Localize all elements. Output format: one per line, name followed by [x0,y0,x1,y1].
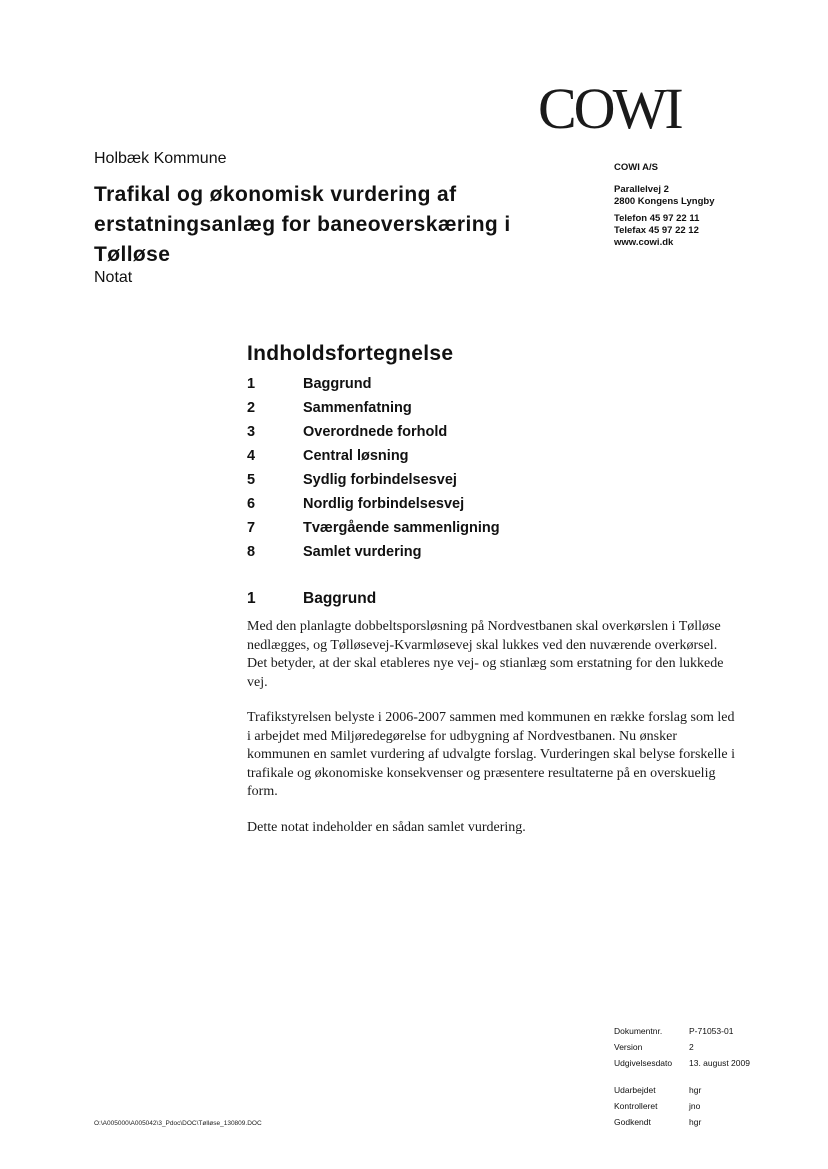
paragraph: Med den planlagte dobbeltsporsløsning på Nordvestbanen skal overkørslen i Tølløse nedlægges, og Tølløsevej-Kvarmløsevej skal lukkes ved den nuværende overkørsel. Det betyder, at der skal etableres nye vej- og stianlæg som erstatning for den lukkede vej. [247,619,724,690]
toc-item-label: Samlet vurdering [303,544,422,560]
company-street: Parallelvej 2 [614,184,669,195]
toc-item-number: 1 [247,376,256,392]
title-line: Tølløse [94,243,171,266]
toc-item [247,468,500,492]
toc-item-label: Sydlig forbindelsesvej [303,472,457,488]
meta-label: Udgivelsesdato [614,1058,673,1068]
toc-item-number: 4 [247,448,256,464]
paragraph: Trafikstyrelsen belyste i 2006-2007 sammen med kommunen en række forslag som led i arbejdet med Miljøredegørelse for udbygning af Nordvestbanen. Nu ønsker kommunen en samlet vurdering af udvalgte forslag. Vurderingen skal belyse forskelle i trafikale og økonomiske konsekvenser og præsentere resultaterne på en overskuelig form. [247,710,735,799]
document-metadata [614,1023,750,1130]
toc-item [247,540,500,564]
meta-row [614,1082,750,1098]
meta-label: Kontrolleret [614,1101,658,1111]
cowi-logo: COWI [538,76,681,141]
document-title [94,180,524,270]
title-line: erstatningsanlæg for baneoverskæring i [94,213,511,236]
meta-row [614,1023,750,1039]
toc-item [247,492,500,516]
toc-item-label: Baggrund [303,376,372,392]
meta-value: hgr [689,1085,702,1095]
meta-label: Godkendt [614,1117,651,1127]
toc-item-label: Tværgående sammenligning [303,520,500,536]
meta-label: Dokumentnr. [614,1026,663,1036]
toc-item [247,516,500,540]
toc-item-number: 6 [247,496,256,512]
file-path: O:\A005000\A005042\3_Pdoc\DOC\Tølløse_130809.DOC [94,1120,262,1127]
toc-item [247,372,500,396]
company-phone: Telefon 45 97 22 11 [614,213,700,224]
toc-item-number: 3 [247,424,256,440]
company-web: www.cowi.dk [614,237,674,248]
meta-value: P-71053-01 [689,1026,734,1036]
toc-item-label: Central løsning [303,448,409,464]
paragraph: Dette notat indeholder en sådan samlet vurdering. [247,819,526,835]
company-name: COWI A/S [614,162,658,173]
meta-value: jno [689,1101,701,1111]
toc-item-number: 7 [247,520,256,536]
toc-item [247,444,500,468]
toc-item-label: Overordnede forhold [303,424,448,440]
meta-label: Udarbejdet [614,1085,656,1095]
meta-row [614,1039,750,1055]
meta-value: hgr [689,1117,702,1127]
company-fax: Telefax 45 97 22 12 [614,225,699,236]
toc-item-number: 5 [247,472,256,488]
meta-value: 2 [689,1042,694,1052]
section-number: 1 [247,590,256,607]
company-city: 2800 Kongens Lyngby [614,196,715,207]
toc-item-number: 2 [247,400,256,416]
title-line: Trafikal og økonomisk vurdering af [94,183,457,206]
meta-row [614,1055,750,1071]
toc-item [247,396,500,420]
meta-row [614,1098,750,1114]
toc-heading: Indholdsfortegnelse [247,342,454,365]
meta-row [614,1114,750,1130]
document-type: Notat [94,269,133,286]
section-heading [247,590,376,608]
toc-list [247,372,500,564]
section-body [247,618,735,854]
toc-item [247,420,500,444]
company-address-block [614,162,714,249]
toc-item-number: 8 [247,544,256,560]
toc-item-label: Nordlig forbindelsesvej [303,496,465,512]
client-name: Holbæk Kommune [94,150,227,167]
toc-item-label: Sammenfatning [303,400,412,416]
meta-value: 13. august 2009 [689,1058,750,1068]
meta-label: Version [614,1042,643,1052]
section-title: Baggrund [303,590,377,607]
